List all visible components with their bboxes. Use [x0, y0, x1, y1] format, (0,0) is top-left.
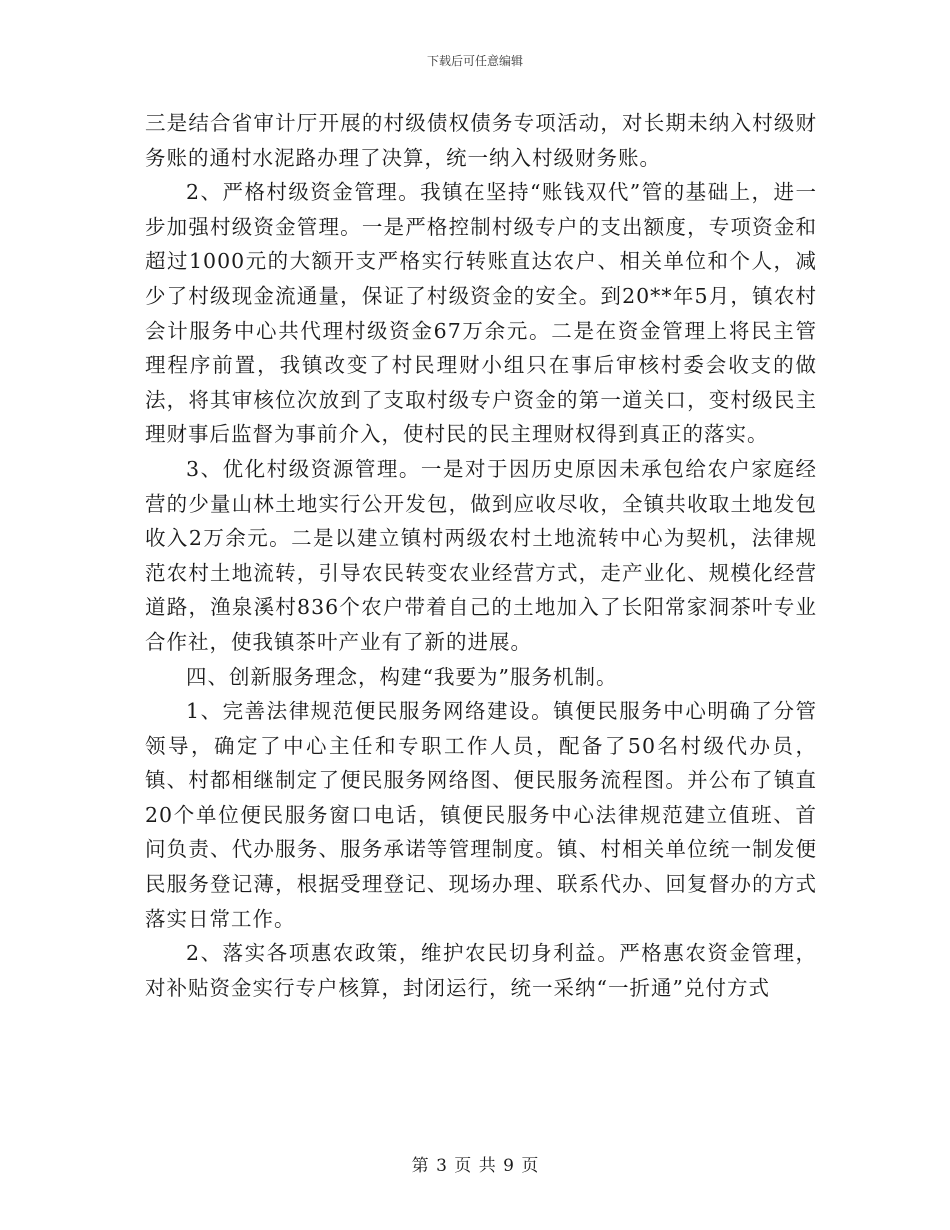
section-heading-4: 四、创新服务理念，构建“我要为”服务机制。 [186, 664, 618, 689]
paragraph-5: 1、完善法律规范便民服务网络建设。镇便民服务中心明确了分管领导，确定了中心主任和专职工作人员，配备了50名村级代办员，镇、村都相继制定了便民服务网络图、便民服务流程图。并公布了镇直20个单位便民服务窗口电话，镇便民服务中心法律规范建立值班、首问负责、代办服务、服务承诺等管理制度。镇、村相关单位统一制发便民服务登记薄，根据受理登记、现场办理、联系代办、回复督办的方式落实日常工作。 [145, 699, 817, 931]
paragraph-1: 三是结合省审计厅开展的村级债权债务专项活动，对长期未纳入村级财务账的通村水泥路办理了决算，统一纳入村级财务账。 [145, 111, 817, 170]
paragraph-3: 3、优化村级资源管理。一是对于因历史原因未承包给农户家庭经营的少量山林土地实行公开发包，做到应收尽收，全镇共收取土地发包收入2万余元。二是以建立镇村两级农村土地流转中心为契机，法律规范农村土地流转，引导农民转变农业经营方式，走产业化、规模化经营道路，渔泉溪村836个农户带着自己的土地加入了长阳常家洞茶叶专业合作社，使我镇茶叶产业有了新的进展。 [145, 456, 817, 654]
paragraph-2: 2、严格村级资金管理。我镇在坚持“账钱双代”管的基础上，进一步加强村级资金管理。一是严格控制村级专户的支出额度，专项资金和超过1000元的大额开支严格实行转账直达农户、相关单位和个人，减少了村级现金流通量，保证了村级资金的安全。到20**年5月，镇农村会计服务中心共代理村级资金67万余元。二是在资金管理上将民主管理程序前置，我镇改变了村民理财小组只在事后审核村委会收支的做法，将其审核位次放到了支取村级专户资金的第一道关口，变村级民主理财事后监督为事前介入，使村民的民主理财权得到真正的落实。 [145, 180, 817, 447]
page-number-footer: 第 3 页 共 9 页 [411, 1156, 539, 1176]
paragraph-6: 2、落实各项惠农政策，维护农民切身利益。严格惠农资金管理，对补贴资金实行专户核算，封闭运行，统一采纳“一折通”兑付方式 [145, 941, 817, 1000]
page-header: 下载后可任意编辑 [426, 54, 523, 68]
document-body [145, 106, 817, 1005]
